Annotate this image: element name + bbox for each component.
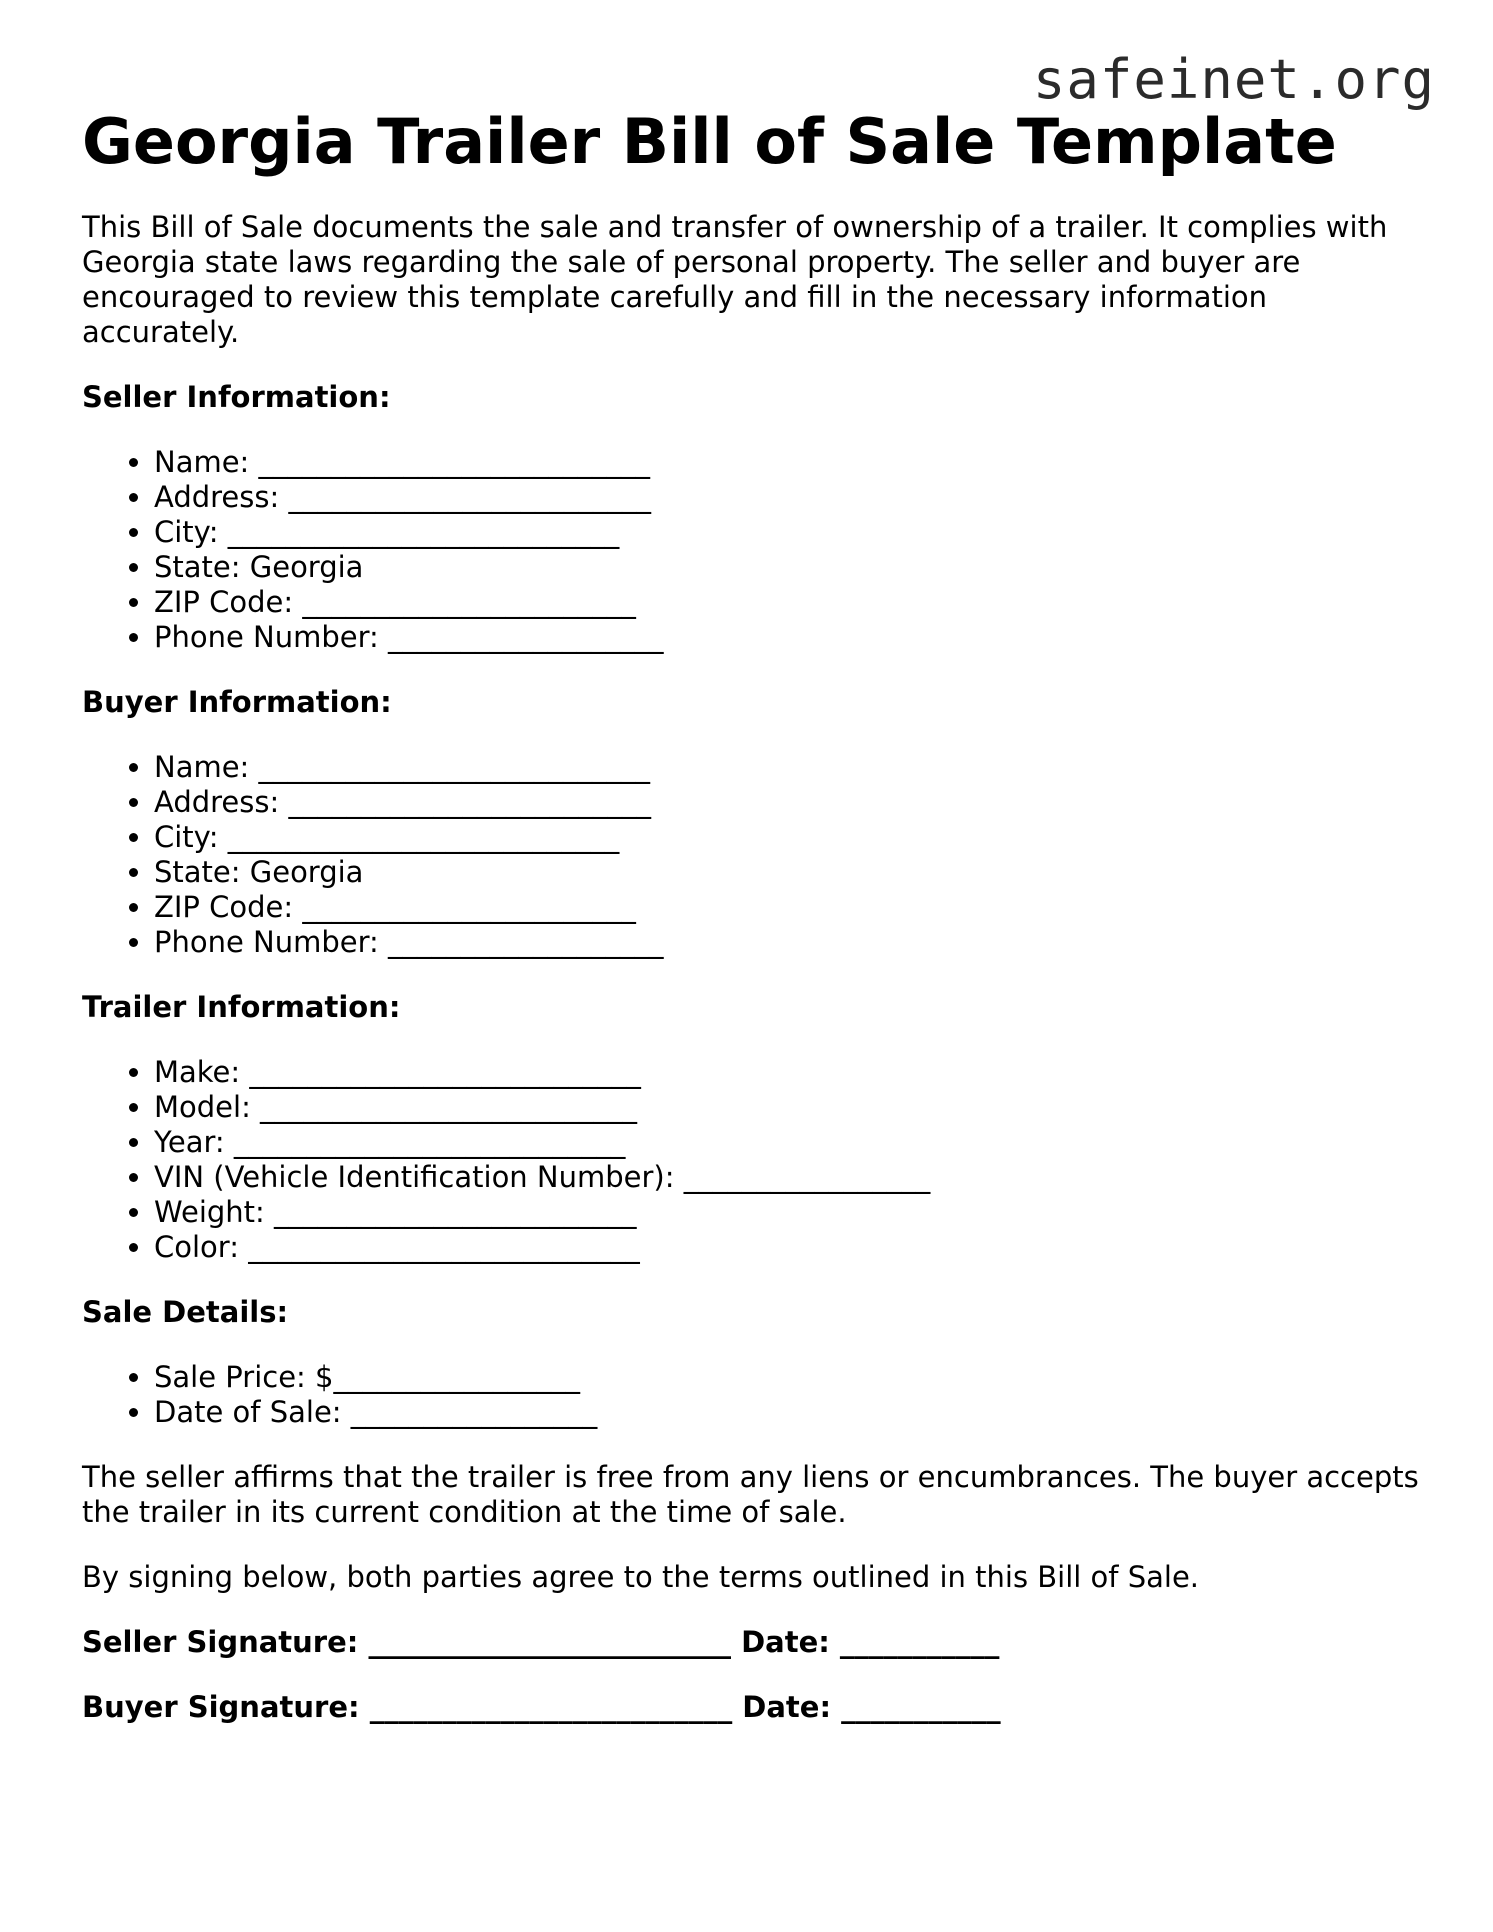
sale-details-list <box>82 1360 1422 1430</box>
seller-section-heading: Seller Information: <box>82 380 391 414</box>
trailer-model-item: • Model: __________________________ <box>154 1090 1422 1125</box>
trailer-make-item: • Make: ___________________________ <box>154 1055 1422 1090</box>
buyer-address-item: • Address: _________________________ <box>154 785 1422 820</box>
buyer-state-item: • State: Georgia <box>154 855 1422 890</box>
seller-name-item: • Name: ___________________________ <box>154 445 1422 480</box>
seller-signature-line: Seller Signature: _________________________ Date: ___________ <box>82 1625 1000 1659</box>
sale-section-heading: Sale Details: <box>82 1295 289 1329</box>
seller-state-item: • State: Georgia <box>154 550 1422 585</box>
agreement-paragraph: By signing below, both parties agree to the terms outlined in this Bill of Sale. <box>82 1560 1200 1594</box>
buyer-city-item: • City: ___________________________ <box>154 820 1422 855</box>
buyer-name-item: • Name: ___________________________ <box>154 750 1422 785</box>
trailer-color-item: • Color: ___________________________ <box>154 1230 1422 1265</box>
trailer-section-heading: Trailer Information: <box>82 990 401 1024</box>
trailer-year-item: • Year: ___________________________ <box>154 1125 1422 1160</box>
seller-city-item: • City: ___________________________ <box>154 515 1422 550</box>
buyer-phone-item: • Phone Number: ___________________ <box>154 925 1422 960</box>
document-page <box>82 100 1422 1725</box>
trailer-vin-item: • VIN (Vehicle Identification Number): _________________ <box>154 1160 1422 1195</box>
seller-info-list <box>82 445 1422 655</box>
seller-phone-item: • Phone Number: ___________________ <box>154 620 1422 655</box>
sale-date-item: • Date of Sale: _________________ <box>154 1395 1422 1430</box>
sale-price-item: • Sale Price: $_________________ <box>154 1360 1422 1395</box>
buyer-section-heading: Buyer Information: <box>82 685 392 719</box>
intro-paragraph: This Bill of Sale documents the sale and transfer of ownership of a trailer. It complies with Georgia state laws regarding the sale of personal property. The seller and buyer are encouraged to review this template carefully and fill in the necessary information accurately. <box>82 210 1388 349</box>
watermark: safeinet.org <box>1032 48 1435 111</box>
buyer-info-list <box>82 750 1422 960</box>
trailer-info-list <box>82 1055 1422 1265</box>
trailer-weight-item: • Weight: _________________________ <box>154 1195 1422 1230</box>
seller-address-item: • Address: _________________________ <box>154 480 1422 515</box>
buyer-signature-line: Buyer Signature: _________________________ Date: ___________ <box>82 1690 1001 1724</box>
affirmation-paragraph: The seller affirms that the trailer is free from any liens or encumbrances. The buyer accepts the trailer in its current condition at the time of sale. <box>82 1460 1419 1529</box>
buyer-zip-item: • ZIP Code: _______________________ <box>154 890 1422 925</box>
page-title: Georgia Trailer Bill of Sale Template <box>82 105 1337 178</box>
seller-zip-item: • ZIP Code: _______________________ <box>154 585 1422 620</box>
